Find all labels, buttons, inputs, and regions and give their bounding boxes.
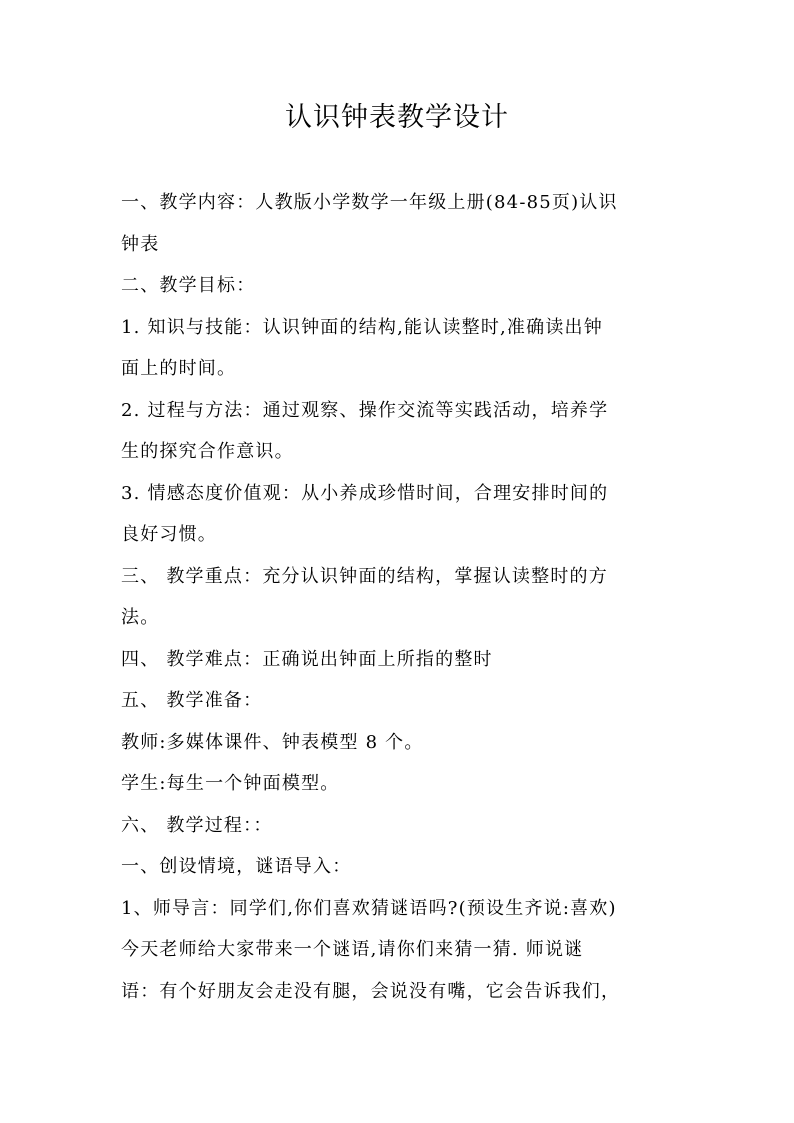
text-line: 良好习惯。	[121, 524, 217, 545]
document-title: 认识钟表教学设计	[285, 102, 509, 133]
text-line: 五、 教学准备：	[121, 690, 263, 711]
text-line: 生的探究合作意识。	[121, 441, 294, 462]
text-line: 语：有个好朋友会走没有腿，会说没有嘴，它会告诉我们，	[121, 980, 621, 1002]
text-line: 六、 教学过程：：	[121, 814, 273, 836]
text-line: 二、教学目标：	[121, 275, 256, 296]
text-line: 3. 情感态度价值观：从小养成珍惜时间，合理安排时间的	[121, 482, 609, 504]
text-line: 1. 知识与技能：认识钟面的结构,能认读整时,准确读出钟	[121, 316, 603, 338]
text-line: 今天老师给大家带来一个谜语,请你们来猜一猜. 师说谜	[121, 939, 584, 960]
text-line: 法。	[121, 607, 160, 628]
text-line: 学生:每生一个钟面模型。	[121, 773, 340, 794]
document-body	[121, 182, 677, 1012]
text-line: 2. 过程与方法：通过观察、操作交流等实践活动，培养学	[121, 399, 609, 421]
text-line: 教师:多媒体课件、钟表模型 8 个。	[121, 731, 424, 753]
text-line: 一、教学内容：人教版小学数学一年级上册(84-85页)认识	[121, 192, 618, 213]
text-line: 面上的时间。	[121, 358, 237, 379]
text-line: 一、创设情境，谜语导入：	[121, 856, 352, 877]
text-line: 三、 教学重点：充分认识钟面的结构，掌握认读整时的方	[121, 565, 608, 587]
text-line: 1、师导言：同学们,你们喜欢猜谜语吗?(预设生齐说:喜欢)	[121, 897, 617, 919]
text-line: 钟表	[121, 233, 160, 255]
text-line: 四、 教学难点：正确说出钟面上所指的整时	[121, 648, 493, 670]
